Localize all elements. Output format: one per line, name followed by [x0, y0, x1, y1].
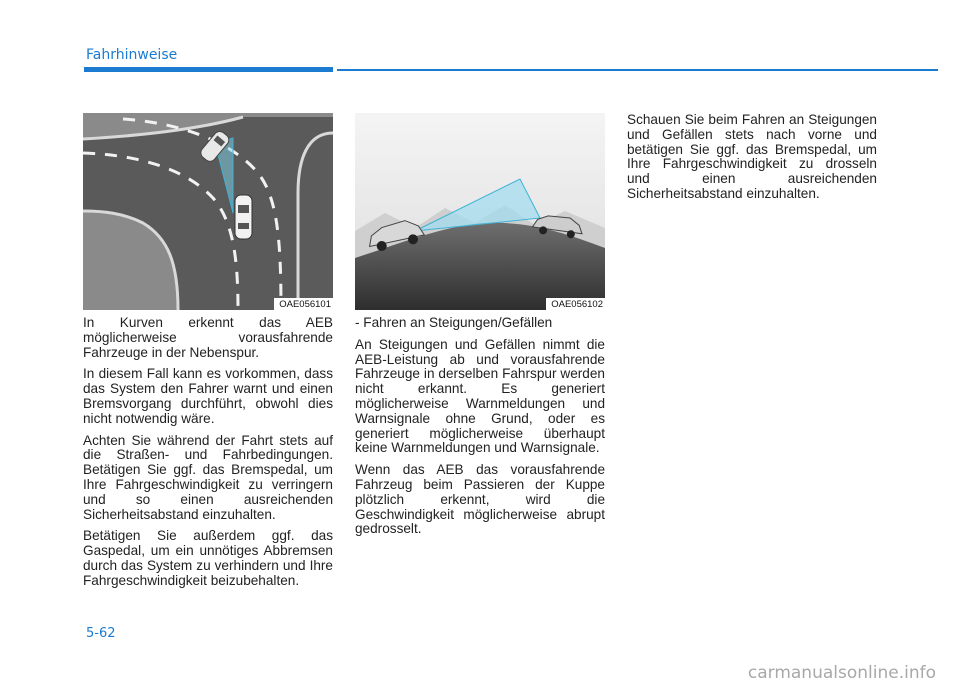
section-title: Fahrhinweise [86, 47, 178, 63]
figure-hill-crest [355, 113, 605, 310]
paragraph: Betätigen Sie außerdem ggf. das Gaspedal, um ein unnötiges Abbremsen durch das System zu verhindern und Ihre Fahrgeschwindigkeit beizubehalten. [83, 528, 333, 588]
subheading: - Fahren an Steigungen/Gefällen [355, 315, 553, 330]
hill-crest-illustration [355, 113, 605, 310]
figure-caption: OAE056101 [274, 298, 333, 310]
text-column-2 [355, 316, 605, 544]
figure-caption: OAE056102 [546, 298, 605, 310]
page-number: 5-62 [86, 626, 116, 641]
paragraph: An Steigungen und Gefällen nimmt die AEB-Leistung ab und vorausfahrende Fahrzeuge in derselben Fahrspur werden nicht erkannt. Es generiert möglicherweise Warnmeldungen und Warnsignale ohne Grund, oder es generiert möglicherweise überhaupt keine Warnmeldungen und Warnsignale. [355, 336, 605, 456]
text-column-1 [83, 316, 333, 596]
watermark: carmanualsonline.info [747, 663, 936, 683]
paragraph: Achten Sie während der Fahrt stets auf die Straßen- und Fahrbedingungen. Betätigen Sie ggf. das Bremspedal, um Ihre Fahrgeschwindigkeit zu verringern und so einen ausreichenden Sicherheitsabstand einzuhalten. [83, 432, 333, 522]
text-column-3 [627, 113, 877, 209]
paragraph: In Kurven erkennt das AEB möglicherweise vorausfahrende Fahrzeuge in der Nebenspur. [83, 315, 333, 360]
figure-curve-road [83, 113, 333, 310]
header-rule-thin [337, 69, 938, 71]
paragraph: Schauen Sie beim Fahren an Steigungen und Gefällen stets nach vorne und betätigen Sie ggf. das Bremspedal, um Ihre Fahrgeschwindigkeit zu drosseln und einen ausreichenden Sicherheitsabstand einzuhalten. [627, 112, 877, 201]
paragraph: Wenn das AEB das vorausfahrende Fahrzeug beim Passieren der Kuppe plötzlich erkennt, wird die Geschwindigkeit möglicherweise abrupt gedrosselt. [355, 462, 605, 537]
header-rule-thick [84, 67, 333, 72]
paragraph: In diesem Fall kann es vorkommen, dass das System den Fahrer warnt und einen Bremsvorgang durchführt, obwohl dies nicht notwendig wäre. [83, 366, 333, 426]
own-car-icon [235, 195, 252, 239]
curve-road-illustration [83, 113, 333, 310]
